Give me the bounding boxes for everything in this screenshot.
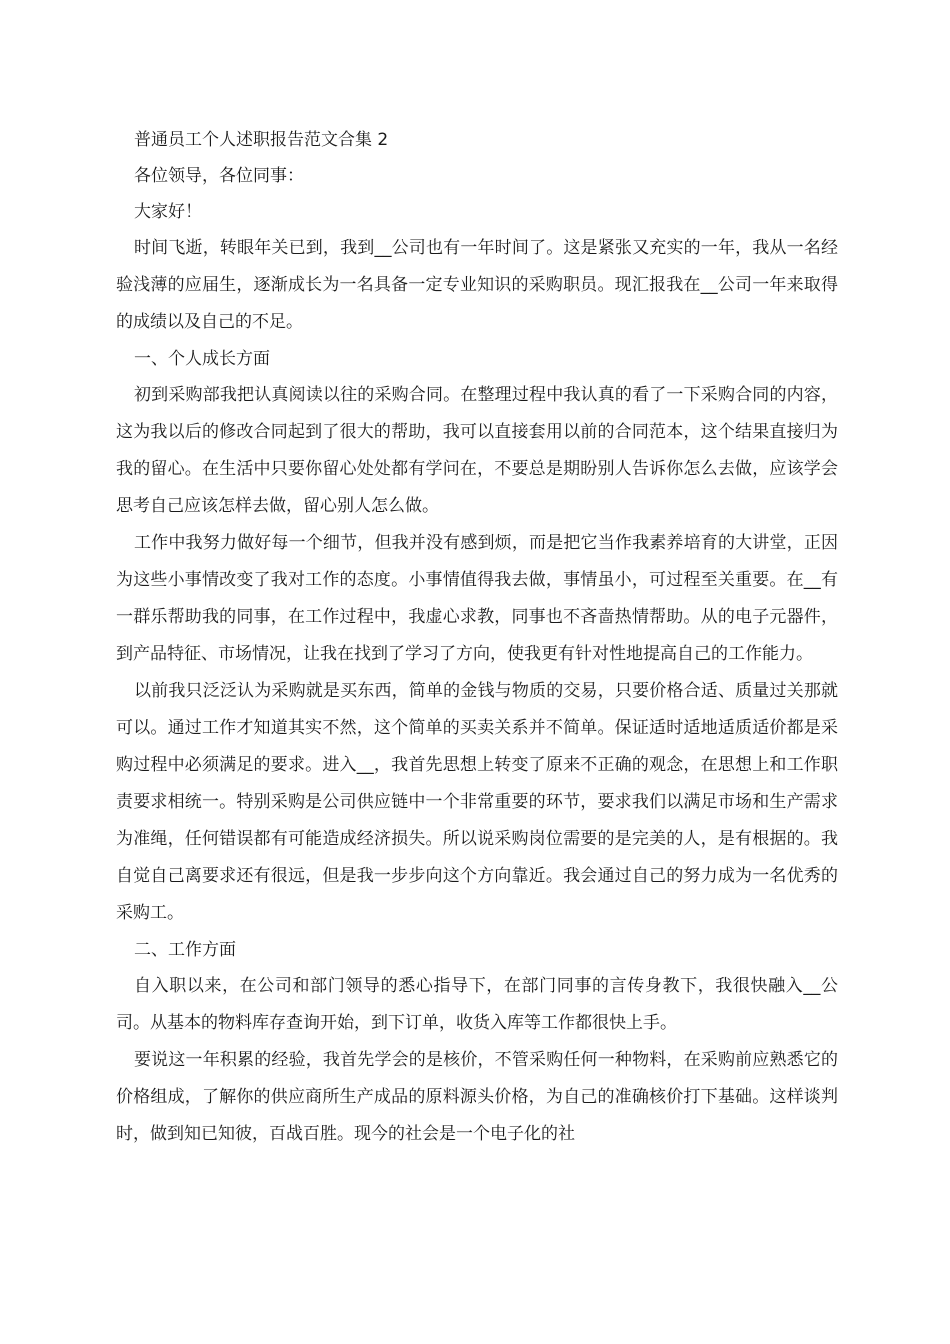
paragraph-purchasing-view: 以前我只泛泛认为采购就是买东西，简单的金钱与物质的交易，只要价格合适、质量过关那就可以。通过工作才知道其实不然，这个简单的买卖关系并不简单。保证适时适地适质适价都是采购过程中必须满足的要求。进入__，我首先思想上转变了原来不正确的观念，在思想上和工作职责要求相统一。特别采购是公司供应链中一个非常重要的环节，要求我们以满足市场和生产需求为准绳，任何错误都有可能造成经济损失。所以说采购岗位需要的是完美的人，是有根据的。我自觉自己离要求还有很远，但是我一步步向这个方向靠近。我会通过自己的努力成为一名优秀的采购工。 [116, 681, 838, 923]
paragraph-onboarding: 自入职以来，在公司和部门领导的悉心指导下，在部门同事的言传身教下，我很快融入__公司。从基本的物料库存查询开始，到下订单，收货入库等工作都很快上手。 [116, 976, 838, 1033]
paragraph-experience: 要说这一年积累的经验，我首先学会的是核价，不管采购任何一种物料，在采购前应熟悉它的价格组成，了解你的供应商所生产成品的原料源头价格，为自己的准确核价打下基础。这样谈判时，做到知已知彼，百战百胜。现今的社会是一个电子化的社 [116, 1050, 838, 1144]
section-heading-work: 二、工作方面 [134, 940, 236, 960]
salutation: 各位领导，各位同事： [134, 166, 304, 186]
paragraph-details: 工作中我努力做好每一个细节，但我并没有感到烦，而是把它当作我素养培育的大讲堂，正因为这些小事情改变了我对工作的态度。小事情值得我去做，事情虽小，可过程至关重要。在__有一群乐帮助我的同事，在工作过程中，我虚心求教，同事也不吝啬热情帮助。从的电子元器件，到产品特征、市场情况，让我在找到了学习了方向，使我更有针对性地提高自己的工作能力。 [116, 533, 838, 664]
document-body [116, 122, 838, 1153]
section-heading-personal-growth: 一、个人成长方面 [134, 349, 270, 369]
greeting: 大家好！ [134, 202, 202, 222]
paragraph-contracts: 初到采购部我把认真阅读以往的采购合同。在整理过程中我认真的看了一下采购合同的内容，这为我以后的修改合同起到了很大的帮助，我可以直接套用以前的合同范本，这个结果直接归为我的留心。在生活中只要你留心处处都有学问在，不要总是期盼别人告诉你怎么去做，应该学会思考自己应该怎样去做，留心别人怎么做。 [116, 385, 838, 516]
document-title: 普通员工个人述职报告范文合集 2 [134, 130, 389, 150]
paragraph-intro: 时间飞逝，转眼年关已到，我到__公司也有一年时间了。这是紧张又充实的一年，我从一名经验浅薄的应届生，逐渐成长为一名具备一定专业知识的采购职员。现汇报我在__公司一年来取得的成绩以及自己的不足。 [116, 238, 838, 332]
